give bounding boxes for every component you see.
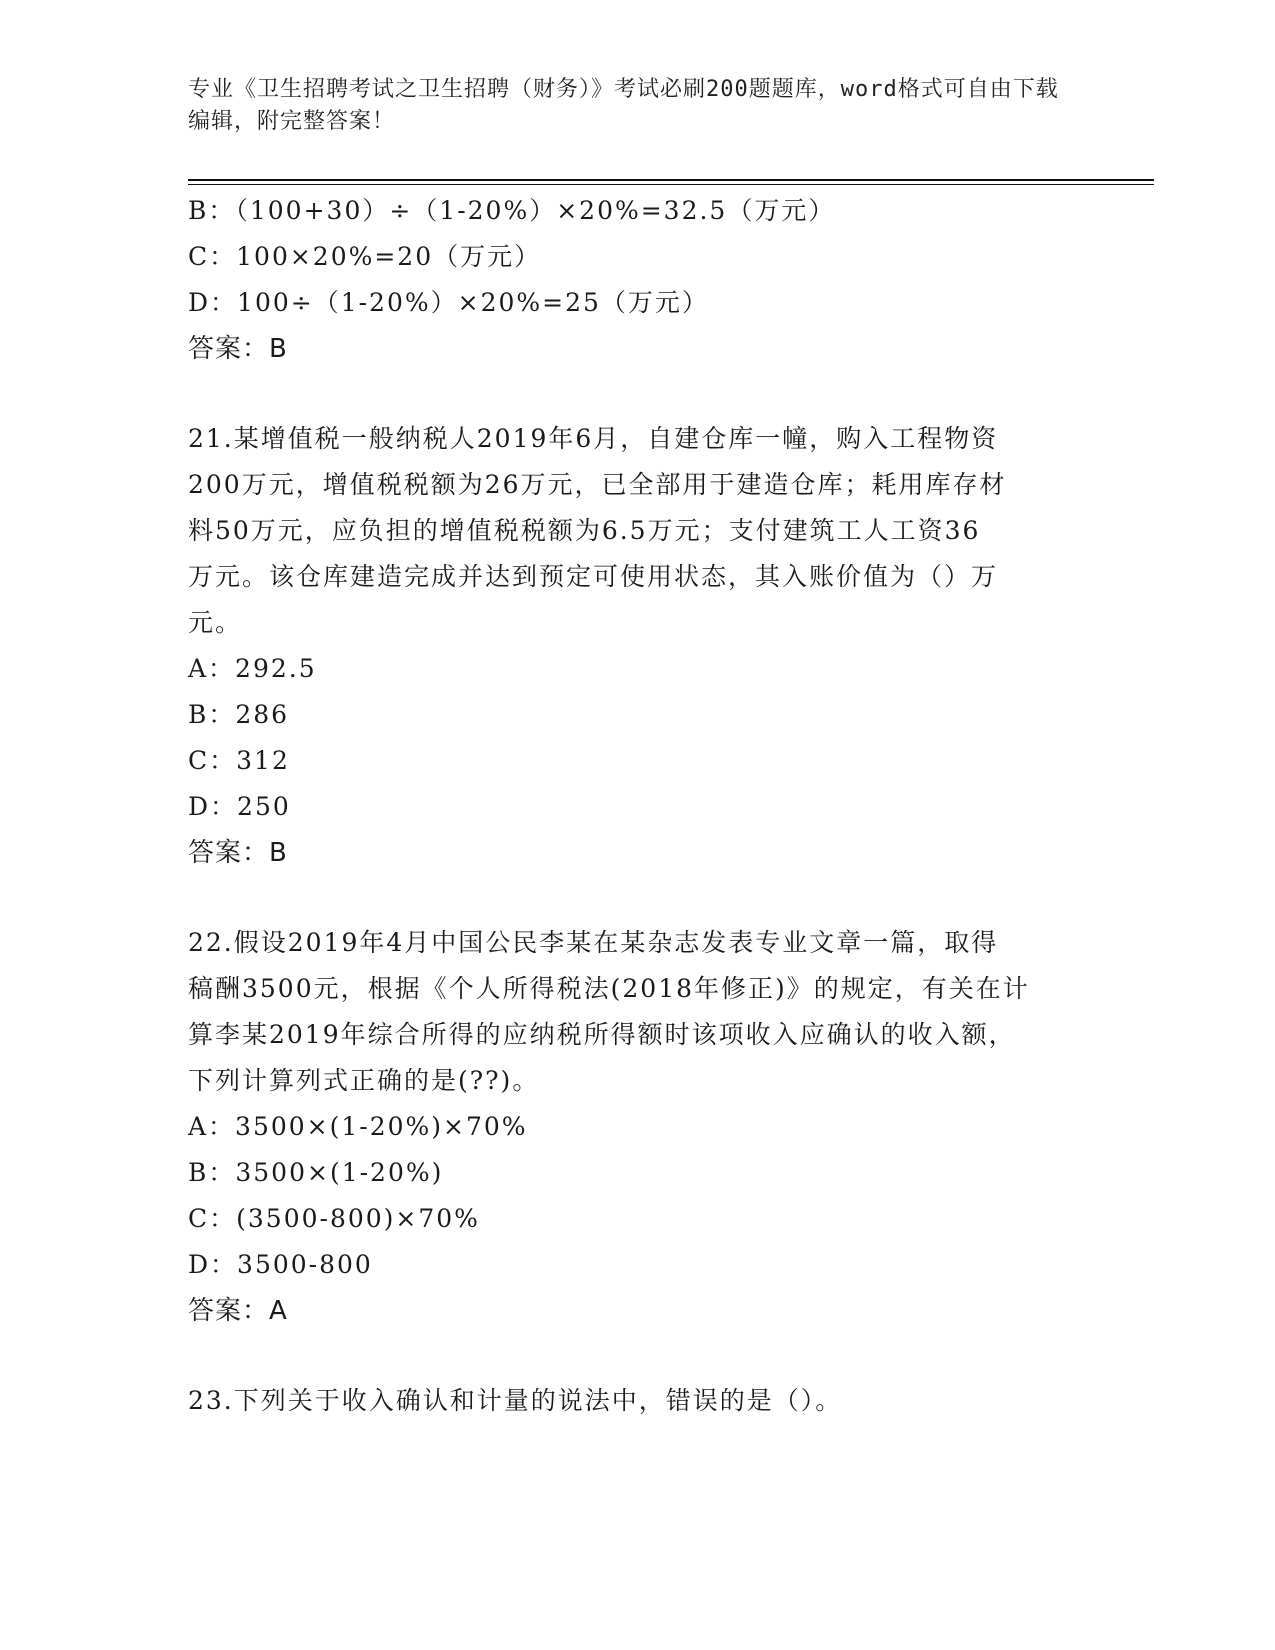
question-23 (188, 1378, 1088, 1424)
question-stem-line: 21.某增值税一般纳税人2019年6月，自建仓库一幢，购入工程物资 (188, 424, 999, 453)
answer-line: 答案：B (188, 838, 288, 868)
option-d: D：250 (188, 792, 291, 821)
question-stem-line: 23.下列关于收入确认和计量的说法中，错误的是（）。 (188, 1386, 843, 1415)
option-d: D：3500-800 (188, 1250, 373, 1279)
option-c: C：100×20%=20（万元） (188, 242, 542, 271)
question-stem-line: 万元。该仓库建造完成并达到预定可使用状态，其入账价值为（）万 (188, 562, 999, 591)
option-d: D：100÷（1-20%）×20%=25（万元） (188, 288, 709, 317)
option-a: A：292.5 (188, 654, 317, 683)
spacer (188, 372, 1088, 416)
header-divider-thin (188, 184, 1154, 185)
document-header-title: 专业《卫生招聘考试之卫生招聘（财务）》考试必刷200题题库，word格式可自由下载编辑，附完整答案！ (188, 77, 1059, 134)
spacer (188, 1334, 1088, 1378)
question-stem-line: 22.假设2019年4月中国公民李某在某杂志发表专业文章一篇，取得 (188, 928, 999, 957)
header-divider-thick (188, 179, 1154, 181)
question-21 (188, 416, 1088, 876)
option-b: B：286 (188, 700, 290, 729)
option-c: C：312 (188, 746, 290, 775)
option-b: B：3500×(1-20%) (188, 1158, 444, 1187)
option-b: B：（100+30）÷（1-20%）×20%=32.5（万元） (188, 196, 836, 225)
question-stem-line: 稿酬3500元，根据《个人所得税法(2018年修正)》的规定，有关在计 (188, 974, 1030, 1003)
question-22 (188, 920, 1088, 1334)
question-stem-line: 料50万元，应负担的增值税税额为6.5万元；支付建筑工人工资36 (188, 516, 981, 545)
option-c: C：(3500-800)×70% (188, 1204, 480, 1233)
answer-line: 答案：A (188, 1296, 288, 1326)
question-content (188, 188, 1088, 1424)
question-stem-line: 算李某2019年综合所得的应纳税所得额时该项收入应确认的收入额， (188, 1020, 1016, 1049)
spacer (188, 876, 1088, 920)
option-a: A：3500×(1-20%)×70% (188, 1112, 528, 1141)
question-stem-line: 下列计算列式正确的是(??)。 (188, 1066, 540, 1095)
question-stem-line: 元。 (188, 608, 243, 637)
answer-line: 答案：B (188, 334, 288, 364)
question-20-tail (188, 188, 1088, 372)
question-stem-line: 200万元，增值税税额为26万元，已全部用于建造仓库；耗用库存材 (188, 470, 1007, 499)
